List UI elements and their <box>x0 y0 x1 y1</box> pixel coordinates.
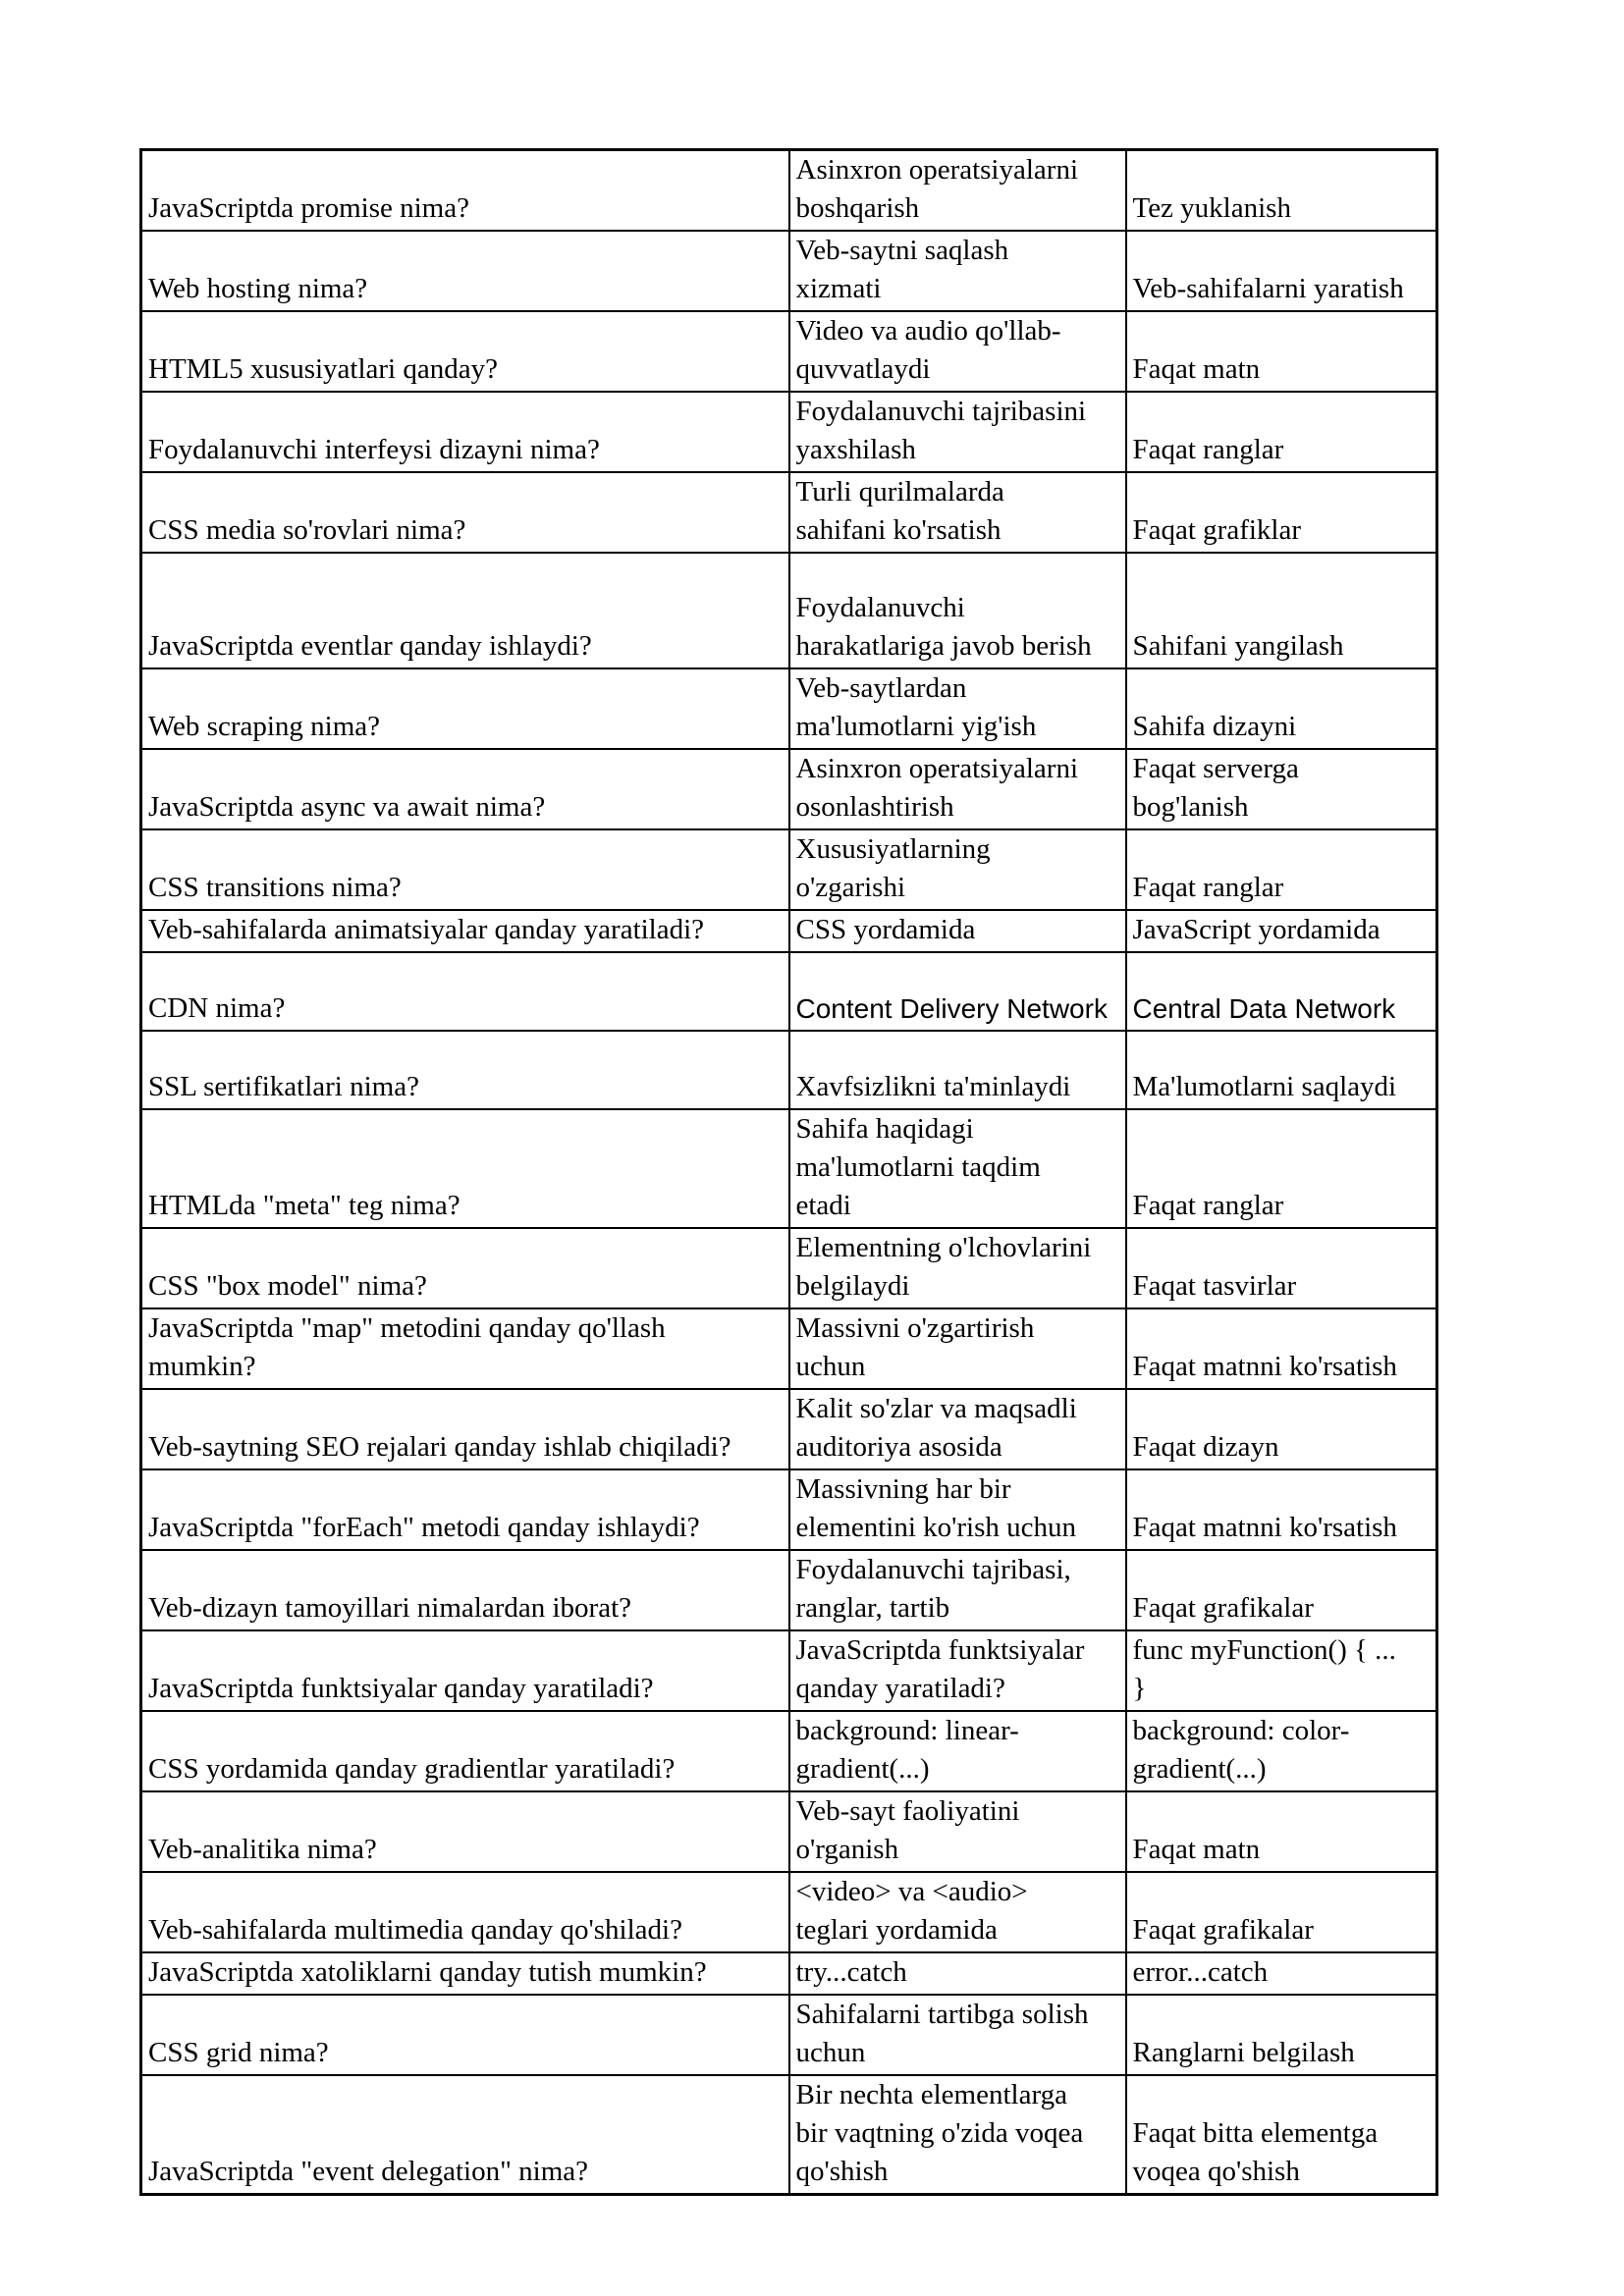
question-cell: JavaScriptda "event delegation" nima? <box>141 2075 789 2195</box>
answer-b-cell: Faqat grafikalar <box>1126 1550 1437 1630</box>
answer-a-cell: Sahifa haqidagi ma'lumotlarni taqdim etadi <box>789 1109 1126 1228</box>
answer-a-cell: <video> va <audio> teglari yordamida <box>789 1872 1126 1952</box>
question-cell: CSS media so'rovlari nima? <box>141 472 789 553</box>
table-row <box>141 1469 1437 1550</box>
quiz-table <box>139 148 1438 2196</box>
answer-b-cell: error...catch <box>1126 1952 1437 1995</box>
answer-b-cell: Ma'lumotlarni saqlaydi <box>1126 1031 1437 1109</box>
question-cell: Veb-saytning SEO rejalari qanday ishlab chiqiladi? <box>141 1389 789 1469</box>
answer-b-cell: Sahifa dizayni <box>1126 668 1437 749</box>
table-row <box>141 2075 1437 2195</box>
answer-a-cell: Xavfsizlikni ta'minlaydi <box>789 1031 1126 1109</box>
answer-a-cell: Kalit so'zlar va maqsadli auditoriya asosida <box>789 1389 1126 1469</box>
question-cell: CSS grid nima? <box>141 1995 789 2075</box>
answer-a-cell: Foydalanuvchi tajribasini yaxshilash <box>789 392 1126 472</box>
answer-b-cell: Faqat tasvirlar <box>1126 1228 1437 1308</box>
answer-a-cell: JavaScriptda funktsiyalar qanday yaratiladi? <box>789 1630 1126 1711</box>
answer-a-cell: Asinxron operatsiyalarni boshqarish <box>789 150 1126 232</box>
answer-b-cell: Veb-sahifalarni yaratish <box>1126 231 1437 311</box>
answer-b-cell: Faqat matnni ko'rsatish <box>1126 1308 1437 1389</box>
answer-b-cell: Faqat serverga bog'lanish <box>1126 749 1437 829</box>
question-cell: CSS "box model" nima? <box>141 1228 789 1308</box>
table-row <box>141 668 1437 749</box>
answer-b-cell: Central Data Network <box>1126 952 1437 1031</box>
question-cell: HTMLda "meta" teg nima? <box>141 1109 789 1228</box>
answer-b-cell: Faqat grafikalar <box>1126 1872 1437 1952</box>
answer-b-cell: Faqat grafiklar <box>1126 472 1437 553</box>
document-page <box>139 148 1435 2196</box>
table-row <box>141 553 1437 668</box>
answer-a-cell: Foydalanuvchi harakatlariga javob berish <box>789 553 1126 668</box>
table-row <box>141 1995 1437 2075</box>
table-row <box>141 231 1437 311</box>
question-cell: HTML5 xususiyatlari qanday? <box>141 311 789 392</box>
answer-a-cell: Veb-saytlardan ma'lumotlarni yig'ish <box>789 668 1126 749</box>
question-cell: Web scraping nima? <box>141 668 789 749</box>
table-row <box>141 910 1437 952</box>
table-row <box>141 1791 1437 1872</box>
answer-a-cell: Video va audio qo'llab- quvvatlaydi <box>789 311 1126 392</box>
answer-a-cell: CSS yordamida <box>789 910 1126 952</box>
answer-b-cell: Faqat matn <box>1126 1791 1437 1872</box>
table-row <box>141 1952 1437 1995</box>
question-cell: CSS transitions nima? <box>141 829 789 910</box>
question-cell: JavaScriptda promise nima? <box>141 150 789 232</box>
question-cell: JavaScriptda xatoliklarni qanday tutish mumkin? <box>141 1952 789 1995</box>
question-cell: JavaScriptda eventlar qanday ishlaydi? <box>141 553 789 668</box>
table-row <box>141 1630 1437 1711</box>
answer-a-cell: Massivni o'zgartirish uchun <box>789 1308 1126 1389</box>
table-row <box>141 1109 1437 1228</box>
answer-a-cell: Veb-sayt faoliyatini o'rganish <box>789 1791 1126 1872</box>
answer-a-cell: background: linear- gradient(...) <box>789 1711 1126 1791</box>
question-cell: Veb-sahifalarda multimedia qanday qo'shiladi? <box>141 1872 789 1952</box>
answer-b-cell: Ranglarni belgilash <box>1126 1995 1437 2075</box>
question-cell: CDN nima? <box>141 952 789 1031</box>
answer-b-cell: Tez yuklanish <box>1126 150 1437 232</box>
question-cell: JavaScriptda async va await nima? <box>141 749 789 829</box>
question-cell: Foydalanuvchi interfeysi dizayni nima? <box>141 392 789 472</box>
table-row <box>141 1872 1437 1952</box>
table-row <box>141 1550 1437 1630</box>
question-cell: Veb-analitika nima? <box>141 1791 789 1872</box>
answer-b-cell: Sahifani yangilash <box>1126 553 1437 668</box>
table-row <box>141 1031 1437 1109</box>
answer-a-cell: Sahifalarni tartibga solish uchun <box>789 1995 1126 2075</box>
answer-a-cell: Massivning har bir elementini ko'rish uchun <box>789 1469 1126 1550</box>
answer-a-cell: Elementning o'lchovlarini belgilaydi <box>789 1228 1126 1308</box>
table-row <box>141 1228 1437 1308</box>
table-row <box>141 150 1437 232</box>
answer-a-cell: Turli qurilmalarda sahifani ko'rsatish <box>789 472 1126 553</box>
question-cell: JavaScriptda funktsiyalar qanday yaratiladi? <box>141 1630 789 1711</box>
answer-b-cell: JavaScript yordamida <box>1126 910 1437 952</box>
question-cell: Veb-dizayn tamoyillari nimalardan iborat? <box>141 1550 789 1630</box>
answer-b-cell: Faqat matn <box>1126 311 1437 392</box>
answer-a-cell: try...catch <box>789 1952 1126 1995</box>
table-row <box>141 952 1437 1031</box>
table-row <box>141 1389 1437 1469</box>
question-cell: CSS yordamida qanday gradientlar yaratiladi? <box>141 1711 789 1791</box>
table-row <box>141 1308 1437 1389</box>
answer-b-cell: Faqat dizayn <box>1126 1389 1437 1469</box>
table-row <box>141 392 1437 472</box>
question-cell: Web hosting nima? <box>141 231 789 311</box>
question-cell: Veb-sahifalarda animatsiyalar qanday yaratiladi? <box>141 910 789 952</box>
answer-b-cell: background: color- gradient(...) <box>1126 1711 1437 1791</box>
answer-a-cell: Veb-saytni saqlash xizmati <box>789 231 1126 311</box>
question-cell: SSL sertifikatlari nima? <box>141 1031 789 1109</box>
answer-a-cell: Foydalanuvchi tajribasi, ranglar, tartib <box>789 1550 1126 1630</box>
answer-a-cell: Bir nechta elementlarga bir vaqtning o'zida voqea qo'shish <box>789 2075 1126 2195</box>
answer-b-cell: Faqat ranglar <box>1126 1109 1437 1228</box>
question-cell: JavaScriptda "forEach" metodi qanday ishlaydi? <box>141 1469 789 1550</box>
question-cell: JavaScriptda "map" metodini qanday qo'llash mumkin? <box>141 1308 789 1389</box>
table-row <box>141 311 1437 392</box>
answer-a-cell: Asinxron operatsiyalarni osonlashtirish <box>789 749 1126 829</box>
answer-a-cell: Content Delivery Network <box>789 952 1126 1031</box>
table-row <box>141 472 1437 553</box>
table-row <box>141 1711 1437 1791</box>
quiz-table-body <box>141 150 1437 2195</box>
answer-b-cell: Faqat matnni ko'rsatish <box>1126 1469 1437 1550</box>
answer-b-cell: Faqat ranglar <box>1126 829 1437 910</box>
table-row <box>141 749 1437 829</box>
table-row <box>141 829 1437 910</box>
answer-b-cell: Faqat ranglar <box>1126 392 1437 472</box>
answer-a-cell: Xususiyatlarning o'zgarishi <box>789 829 1126 910</box>
answer-b-cell: Faqat bitta elementga voqea qo'shish <box>1126 2075 1437 2195</box>
answer-b-cell: func myFunction() { ... } <box>1126 1630 1437 1711</box>
